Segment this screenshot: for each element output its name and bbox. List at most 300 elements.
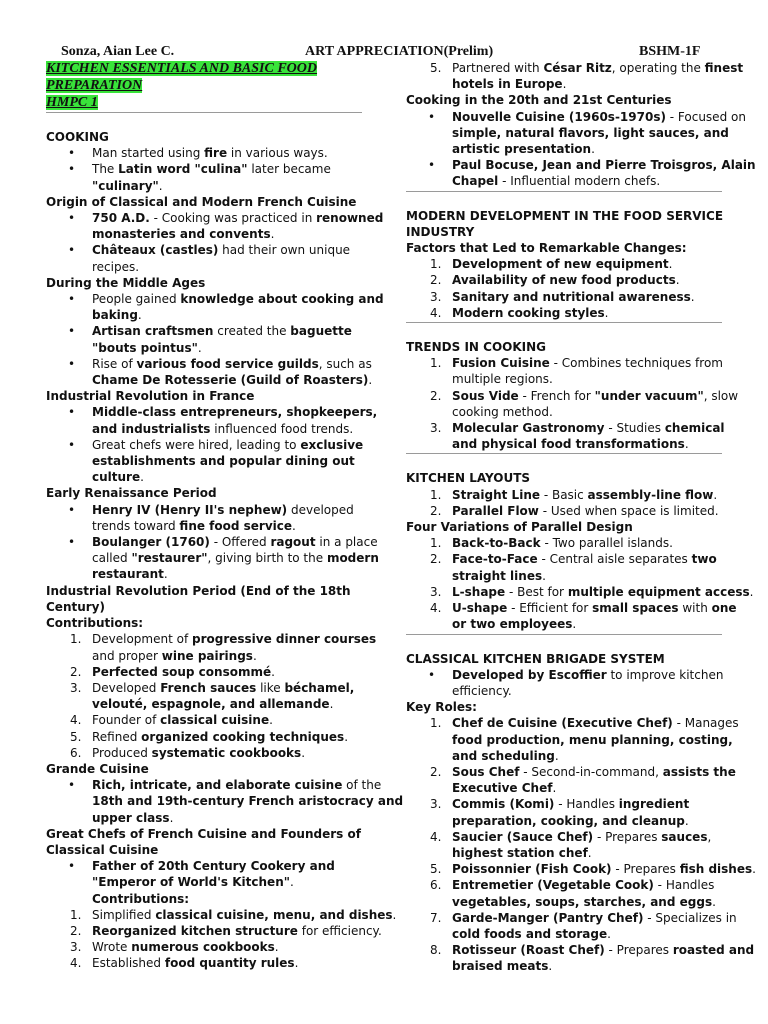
- text: Wrote: [92, 940, 132, 955]
- text: .: [301, 745, 306, 760]
- number-marker: 8.: [430, 943, 442, 958]
- text: with: [678, 601, 712, 616]
- bold-text: French sauces: [160, 680, 257, 695]
- bold-text: fish dishes: [679, 862, 753, 877]
- bold-text: Fusion Cuisine: [452, 356, 550, 371]
- list-item: [406, 109, 746, 125]
- bullet-marker: •: [428, 158, 436, 173]
- bold-text: Developed by Escoffier: [452, 667, 607, 682]
- list-item: [46, 745, 362, 761]
- number-marker: 7.: [430, 910, 442, 925]
- list-item-continuation: [46, 340, 362, 356]
- list-item-continuation: [406, 780, 722, 796]
- bold-text: Availability of new food products: [452, 273, 676, 288]
- bold-text: two: [691, 552, 717, 567]
- text: .: [542, 568, 546, 583]
- text: - Studies: [604, 421, 665, 436]
- list-item-continuation: [406, 732, 733, 748]
- list-item: [406, 256, 722, 272]
- list-item-continuation: [46, 874, 362, 890]
- section-heading: Industrial Revolution Period (End of the 18th: [46, 583, 351, 598]
- list-item: [406, 305, 722, 321]
- bold-text: wine pairings: [161, 648, 253, 663]
- section-heading: Early Renaissance Period: [46, 486, 217, 501]
- list-item-continuation: [46, 648, 362, 664]
- list-item-continuation: [46, 696, 362, 712]
- bold-text: restaurant: [92, 567, 164, 582]
- text: .: [294, 956, 299, 971]
- number-marker: 5.: [430, 61, 442, 75]
- text: .: [675, 273, 680, 288]
- list-item-continuation: [406, 125, 729, 141]
- text: .: [752, 862, 756, 877]
- bold-text: Artisan craftsmen: [92, 324, 214, 339]
- bold-text: straight lines: [452, 568, 543, 583]
- spacer: [406, 635, 722, 651]
- list-item-continuation: [406, 568, 722, 584]
- list-item-continuation: [46, 469, 362, 485]
- list-item-continuation: [46, 550, 379, 566]
- list-item: [406, 796, 722, 812]
- text: Refined: [92, 729, 142, 744]
- bullet-marker: •: [68, 437, 76, 452]
- bold-text: monasteries and convents: [92, 227, 271, 242]
- section-heading: COOKING: [46, 130, 109, 144]
- bold-text: vegetables, soups, starches, and eggs: [452, 894, 713, 909]
- bold-text: preparation, cooking, and cleanup: [452, 813, 685, 828]
- section-heading: KITCHEN LAYOUTS: [406, 471, 531, 486]
- number-marker: 1.: [430, 487, 442, 502]
- number-marker: 3.: [430, 797, 442, 812]
- spacer: [406, 323, 722, 339]
- text: recipes.: [92, 259, 140, 274]
- text: Developed: [92, 680, 161, 695]
- list-item-continuation: [46, 810, 362, 826]
- bold-text: numerous cookbooks: [131, 940, 275, 955]
- bold-text: U-shape: [452, 601, 508, 616]
- list-item: [406, 272, 722, 288]
- bold-text: hotels in Europe: [452, 77, 563, 92]
- text: .: [392, 907, 397, 922]
- list-item-continuation: [46, 259, 362, 275]
- list-item: [46, 631, 377, 647]
- text: .: [269, 713, 273, 728]
- list-item: [46, 858, 362, 874]
- bold-text: velouté, espagnole, and allemande: [92, 697, 330, 712]
- bold-text: "under vacuum": [594, 388, 704, 403]
- list-item: [46, 955, 362, 971]
- bold-text: baking: [92, 308, 138, 323]
- bold-text: Saucier (Sauce Chef): [452, 829, 594, 844]
- document-title-line: [46, 60, 362, 77]
- section-heading: Origin of Classical and Modern French Cuisine: [46, 194, 357, 209]
- text: - Handles: [653, 878, 715, 893]
- text: Development of: [92, 632, 192, 647]
- text: Founder of: [92, 713, 161, 728]
- bold-text: food production, menu planning, costing,: [452, 732, 733, 747]
- list-item-continuation: [406, 683, 722, 699]
- text: .: [137, 308, 142, 323]
- bold-text: "culinary": [92, 178, 159, 193]
- text: - Best for: [505, 584, 568, 599]
- bullet-marker: •: [428, 109, 436, 124]
- number-marker: 1.: [430, 257, 442, 272]
- list-item-continuation: [46, 421, 362, 437]
- text: .: [270, 227, 275, 242]
- list-item: [406, 535, 722, 551]
- number-marker: 4.: [70, 956, 82, 971]
- number-marker: 1.: [430, 716, 442, 731]
- number-marker: 6.: [70, 745, 82, 760]
- text: in a place: [315, 535, 378, 550]
- text: Established: [92, 956, 165, 971]
- text: - Prepares: [593, 829, 662, 844]
- text: called: [92, 551, 132, 566]
- text: - Combines techniques from: [549, 356, 723, 371]
- bullet-marker: •: [68, 859, 76, 874]
- bold-text: Development of new equipment: [452, 257, 669, 272]
- text: .: [197, 340, 202, 355]
- text: - Used when space is limited.: [538, 503, 719, 518]
- list-item-continuation: [46, 518, 362, 534]
- list-item-continuation: [46, 307, 362, 323]
- text: .: [158, 178, 163, 193]
- number-marker: 4.: [430, 829, 442, 844]
- spacer: [406, 454, 722, 470]
- list-item: [406, 861, 756, 877]
- list-item: [406, 877, 722, 893]
- bold-text: Modern cooking styles: [452, 305, 605, 320]
- text: .: [690, 289, 695, 304]
- spacer: [406, 192, 722, 208]
- text: - Influential modern chefs.: [498, 174, 661, 189]
- bold-text: braised meats: [452, 959, 549, 974]
- text: .: [684, 813, 689, 828]
- number-marker: 2.: [430, 273, 442, 288]
- bold-text: "bouts pointus": [92, 340, 198, 355]
- list-item: [406, 289, 722, 305]
- text: - Basic: [540, 487, 588, 502]
- bold-text: classical cuisine, menu, and dishes: [155, 907, 393, 922]
- list-item: [406, 829, 722, 845]
- list-item: [46, 437, 362, 453]
- list-item: [406, 551, 722, 567]
- bold-text: Henry IV (Henry II's nephew): [92, 502, 288, 517]
- text: - Two parallel islands.: [540, 536, 673, 551]
- list-item: [46, 664, 362, 680]
- bold-text: finest: [704, 61, 744, 75]
- bullet-marker: •: [68, 292, 76, 307]
- number-marker: 1.: [70, 907, 82, 922]
- list-item: [46, 939, 362, 955]
- list-item: [46, 291, 384, 307]
- text: later became: [247, 162, 331, 177]
- list-item: [46, 729, 362, 745]
- text: - Handles: [554, 797, 619, 812]
- number-marker: 3.: [70, 680, 82, 695]
- document-header: [48, 44, 720, 60]
- text: - Specializes in: [643, 910, 737, 925]
- text: The: [92, 162, 119, 177]
- text: like: [256, 680, 285, 695]
- highlighted-title-text: KITCHEN ESSENTIALS AND BASIC FOOD: [46, 61, 318, 76]
- number-marker: 1.: [430, 536, 442, 551]
- section-heading: Great Chefs of French Cuisine and Founders of: [46, 826, 361, 841]
- list-item: [46, 404, 378, 420]
- list-item: [46, 502, 362, 518]
- bold-text: and industrialists: [92, 421, 211, 436]
- text: Great chefs were hired, leading to: [92, 437, 301, 452]
- text: .: [252, 648, 257, 663]
- text: .: [344, 729, 349, 744]
- text: - Offered: [209, 535, 271, 550]
- bold-text: Sous Vide: [452, 388, 519, 403]
- list-item: [46, 923, 382, 939]
- bold-text: Chapel: [452, 174, 499, 189]
- bold-text: systematic cookbooks: [151, 745, 302, 760]
- bold-text: one: [711, 601, 737, 616]
- left-column: [46, 60, 404, 972]
- number-marker: 2.: [70, 923, 82, 938]
- bullet-marker: •: [68, 405, 76, 420]
- bold-text: Poissonnier (Fish Cook): [452, 862, 612, 877]
- text: People gained: [92, 292, 181, 307]
- list-item-continuation: [46, 566, 362, 582]
- text: , operating the: [611, 61, 705, 75]
- text: .: [591, 142, 595, 157]
- text: cooking method.: [452, 404, 553, 419]
- number-marker: 4.: [430, 305, 442, 320]
- bold-text: Boulanger (1760): [92, 535, 210, 550]
- list-item-continuation: [406, 894, 722, 910]
- highlighted-title-text: PREPARATION: [46, 78, 143, 93]
- text: - Prepares: [604, 943, 673, 958]
- list-item-continuation: [406, 616, 722, 632]
- list-item-continuation: [46, 793, 404, 809]
- bold-text: fine food service: [179, 518, 293, 533]
- list-item: [406, 910, 737, 926]
- text: .: [274, 940, 279, 955]
- bold-text: exclusive: [300, 437, 364, 452]
- text: - Focused on: [665, 109, 746, 124]
- number-marker: 1.: [430, 356, 442, 371]
- bold-text: L-shape: [452, 584, 506, 599]
- list-item: [406, 715, 739, 731]
- list-item: [46, 356, 372, 372]
- bold-text: Parallel Flow: [452, 503, 539, 518]
- text: .: [749, 584, 754, 599]
- number-marker: 2.: [430, 552, 442, 567]
- list-item-continuation: [46, 453, 362, 469]
- section-heading: INDUSTRY: [406, 224, 475, 239]
- text: - Efficient for: [507, 601, 593, 616]
- bullet-marker: •: [68, 502, 76, 517]
- text: .: [587, 845, 592, 860]
- bold-text: 18th and 19th-century French aristocracy and: [92, 794, 404, 809]
- text: .: [548, 959, 553, 974]
- bold-text: Molecular Gastronomy: [452, 421, 605, 436]
- number-marker: 4.: [430, 601, 442, 616]
- text: .: [713, 487, 718, 502]
- text: in various ways.: [227, 146, 328, 161]
- bullet-marker: •: [68, 778, 76, 793]
- bold-text: Sous Chef: [452, 764, 520, 779]
- list-item: [46, 323, 362, 339]
- section-heading: MODERN DEVELOPMENT IN THE FOOD SERVICE: [406, 208, 724, 223]
- section-heading: During the Middle Ages: [46, 275, 206, 290]
- document-title-line: [46, 94, 362, 111]
- bold-text: Reorganized kitchen structure: [92, 923, 298, 938]
- text: , such as: [318, 356, 372, 371]
- text: - Prepares: [611, 862, 680, 877]
- list-item-continuation: [406, 404, 722, 420]
- text: .: [169, 810, 174, 825]
- bold-text: Rotisseur (Roast Chef): [452, 943, 605, 958]
- list-item: [406, 60, 744, 76]
- list-item: [46, 145, 362, 161]
- text: .: [292, 518, 296, 533]
- bold-text: Chef de Cuisine (Executive Chef): [452, 716, 673, 731]
- list-item-continuation: [406, 926, 722, 942]
- text: .: [572, 617, 577, 632]
- bold-text: progressive dinner courses: [191, 632, 377, 647]
- section-heading: Industrial Revolution in France: [46, 389, 255, 404]
- bullet-marker: •: [68, 211, 76, 226]
- number-marker: 3.: [70, 940, 82, 955]
- bold-text: simple, natural flavors, light sauces, and: [452, 125, 729, 140]
- list-item-continuation: [406, 748, 722, 764]
- text: trends toward: [92, 518, 180, 533]
- list-item: [46, 907, 397, 923]
- text: Man started using: [92, 146, 205, 161]
- number-marker: 2.: [430, 388, 442, 403]
- bold-text: organized cooking techniques: [141, 729, 345, 744]
- number-marker: 2.: [430, 764, 442, 779]
- number-marker: 1.: [70, 632, 82, 647]
- text: .: [684, 437, 689, 452]
- bold-text: cold foods and storage: [452, 926, 608, 941]
- bold-text: and physical food transformations: [452, 437, 685, 452]
- list-item: [406, 355, 722, 371]
- list-item: [46, 534, 378, 550]
- bullet-marker: •: [428, 667, 436, 682]
- text: had their own unique: [218, 243, 351, 258]
- bold-text: "restaurer": [131, 551, 208, 566]
- text: for efficiency.: [297, 923, 382, 938]
- text: ,: [707, 829, 712, 844]
- text: .: [368, 373, 373, 388]
- document-title-line: [46, 77, 362, 94]
- text: Rise of: [92, 356, 137, 371]
- student-name: Sonza, Aian Lee C.: [61, 44, 175, 59]
- spacer: [46, 113, 362, 129]
- text: - French for: [518, 388, 595, 403]
- bold-text: chemical: [664, 421, 725, 436]
- list-item: [406, 600, 737, 616]
- list-item: [406, 942, 755, 958]
- list-item: [406, 667, 722, 683]
- text: .: [668, 257, 673, 272]
- bold-text: Nouvelle Cuisine (1960s-1970s): [452, 109, 666, 124]
- bullet-marker: •: [68, 535, 76, 550]
- list-item-continuation: [46, 891, 362, 907]
- list-item: [406, 584, 754, 600]
- list-item-continuation: [406, 371, 722, 387]
- text: - Cooking was practiced in: [149, 211, 317, 226]
- bold-text: "Emperor of World's Kitchen": [92, 875, 290, 890]
- list-item: [46, 161, 362, 177]
- bullet-marker: •: [68, 324, 76, 339]
- bold-text: César Ritz: [543, 61, 612, 75]
- bold-text: artistic presentation: [452, 142, 592, 157]
- list-item-continuation: [406, 958, 722, 974]
- text: - Second-in-command,: [519, 764, 663, 779]
- list-item-continuation: [406, 436, 722, 452]
- bold-text: Perfected soup consommé: [92, 664, 272, 679]
- list-item: [406, 157, 756, 173]
- highlighted-title-text: HMPC 1: [46, 95, 98, 110]
- list-item: [406, 764, 736, 780]
- section-heading: Contributions:: [46, 616, 144, 631]
- number-marker: 2.: [70, 664, 82, 679]
- bold-text: 750 A.D.: [92, 211, 150, 226]
- text: influenced food trends.: [210, 421, 354, 436]
- text: efficiency.: [452, 683, 512, 698]
- bold-text: small spaces: [592, 601, 679, 616]
- subject-title: ART APPRECIATION(Prelim): [305, 44, 494, 59]
- bold-text: multiple equipment access: [567, 584, 750, 599]
- number-marker: 3.: [430, 289, 442, 304]
- text: .: [554, 748, 559, 763]
- bold-text: ragout: [270, 535, 316, 550]
- bold-text: Father of 20th Century Cookery and: [92, 859, 335, 874]
- section-code: BSHM-1F: [639, 44, 701, 59]
- text: , giving birth to the: [207, 551, 327, 566]
- bold-text: culture: [92, 470, 141, 485]
- text: .: [562, 77, 567, 92]
- text: .: [140, 470, 144, 485]
- text: of the: [342, 778, 382, 793]
- bold-text: Commis (Komi): [452, 797, 555, 812]
- bold-text: food quantity rules: [164, 956, 295, 971]
- text: - Central aisle separates: [537, 552, 692, 567]
- list-item-continuation: [406, 76, 722, 92]
- number-marker: 5.: [430, 862, 442, 877]
- list-item-continuation: [46, 372, 373, 388]
- section-heading: Key Roles:: [406, 700, 477, 715]
- bold-text: upper class: [92, 810, 170, 825]
- right-column: [406, 60, 756, 975]
- bold-text: establishments and popular dining out: [92, 454, 355, 469]
- text: and proper: [92, 648, 162, 663]
- text: .: [607, 926, 611, 941]
- list-item: [46, 680, 362, 696]
- bold-text: fire: [204, 146, 228, 161]
- list-item: [46, 712, 362, 728]
- section-heading: CLASSICAL KITCHEN BRIGADE SYSTEM: [406, 651, 665, 666]
- text: created the: [213, 324, 291, 339]
- list-item: [46, 210, 384, 226]
- bold-text: Contributions:: [92, 891, 190, 906]
- list-item-continuation: [406, 141, 722, 157]
- bold-text: highest station chef: [452, 845, 588, 860]
- text: developed: [287, 502, 354, 517]
- text: .: [329, 697, 334, 712]
- section-heading: Century): [46, 599, 105, 614]
- list-item: [406, 420, 725, 436]
- text: .: [604, 305, 609, 320]
- bold-text: Entremetier (Vegetable Cook): [452, 878, 654, 893]
